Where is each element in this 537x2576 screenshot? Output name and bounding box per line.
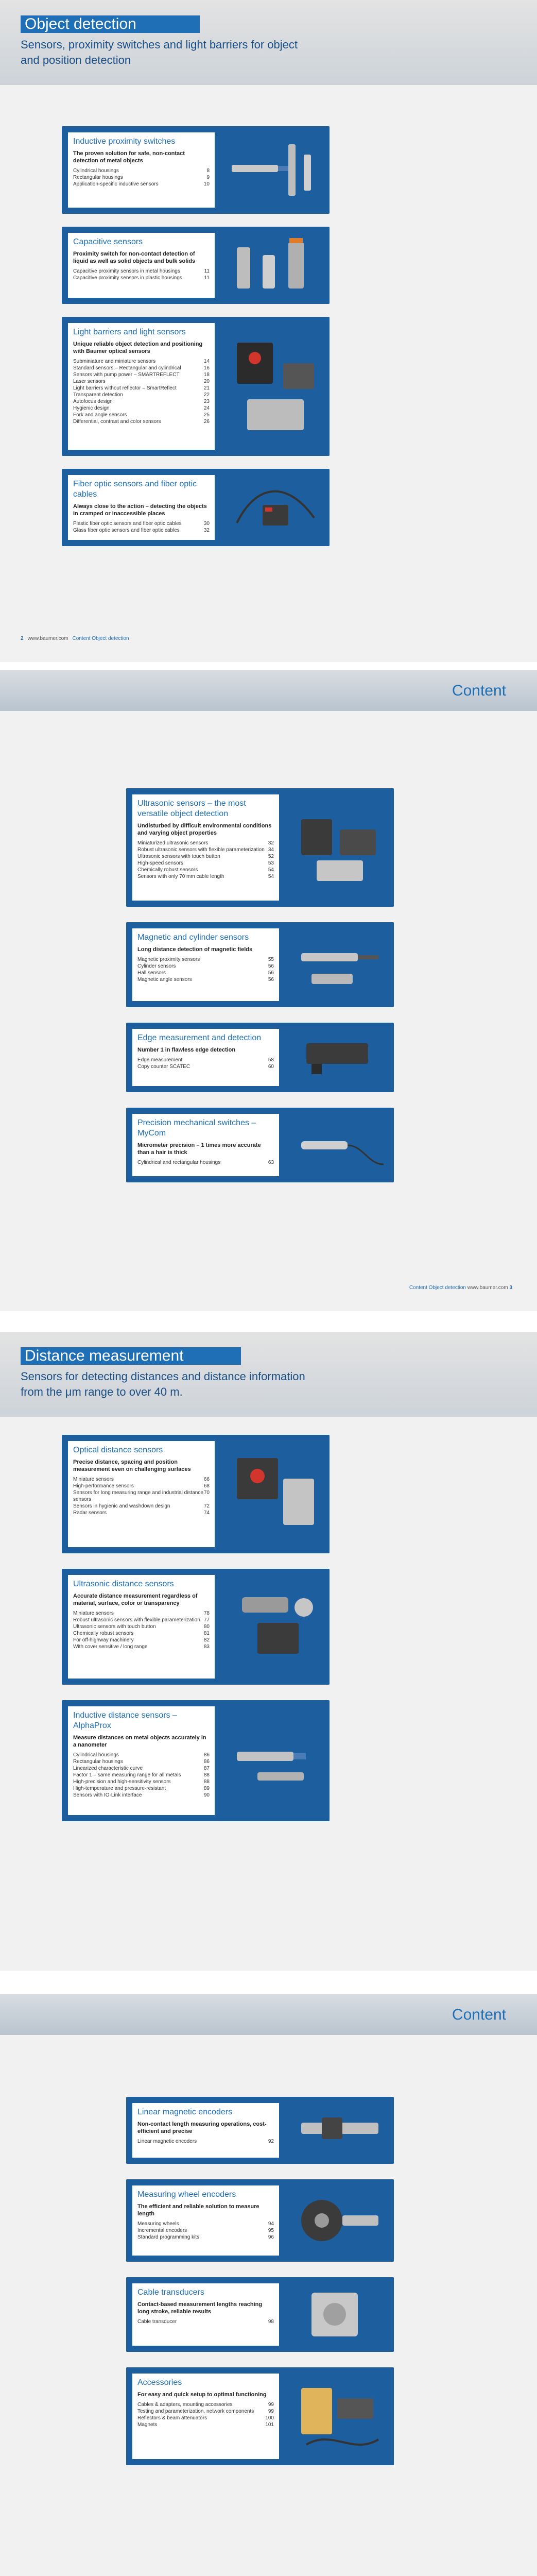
card-edge[interactable] <box>126 1023 394 1092</box>
list-item[interactable]: Miniature sensors 78 <box>73 1611 210 1616</box>
list-item[interactable]: Application-specific inductive sensors 10 <box>73 181 210 187</box>
card-fiber-optic[interactable] <box>62 469 330 546</box>
card-body <box>68 323 215 450</box>
card-title: Fiber optic sensors and fiber optic cables <box>73 480 197 499</box>
card-title: Light barriers and light sensors <box>73 328 186 336</box>
page-title: Content <box>452 2006 506 2023</box>
card-desc: The proven solution for safe, non-contact detection of metal objects <box>73 150 185 164</box>
card-ultrasonic[interactable] <box>126 788 394 907</box>
card-desc: Accurate distance measurement regardless of material, surface, color or transparency <box>73 1593 198 1606</box>
product-image-measuring-wheel <box>291 2190 389 2251</box>
card-title: Measuring wheel encoders <box>137 2190 236 2199</box>
product-image-linear-magnetic <box>291 2107 389 2154</box>
card-magnetic[interactable] <box>126 922 394 1007</box>
card-title: Linear magnetic encoders <box>137 2108 233 2116</box>
card-desc: Undisturbed by difficult environmental conditions and varying object properties <box>137 823 272 836</box>
product-image-ultrasonic-distance <box>227 1582 324 1672</box>
product-image-inductive-distance <box>227 1716 324 1806</box>
product-image-light-barrier <box>227 332 324 440</box>
page-footer <box>405 1285 516 1291</box>
list-item[interactable]: Subminiature and miniature sensors 14 <box>73 359 210 364</box>
card-body <box>68 475 215 540</box>
footer-site[interactable]: www.baumer.com <box>27 636 68 641</box>
page-number: 2 <box>21 636 24 641</box>
card-body <box>132 2283 279 2346</box>
list-item[interactable]: Sensors with IO-Link interface 90 <box>73 1792 210 1798</box>
card-body <box>132 1114 279 1176</box>
page-content-object <box>0 670 537 1311</box>
list-item[interactable]: Light barriers without reflector – SmartReflect 21 <box>73 385 210 391</box>
card-body <box>132 2103 279 2158</box>
list-item[interactable]: Cylindrical and rectangular housings 63 <box>137 1160 274 1165</box>
card-body <box>132 2185 279 2256</box>
card-mechanical[interactable] <box>126 1108 394 1182</box>
card-body <box>132 928 279 1001</box>
card-desc: Always close to the action – detecting the objects in cramped or inaccessible places <box>73 503 207 517</box>
list-item[interactable]: Edge measurement 58 <box>137 1057 274 1063</box>
page-number: 3 <box>509 1285 512 1291</box>
card-title: Precision mechanical switches – MyCom <box>137 1118 256 1138</box>
card-title: Edge measurement and detection <box>137 1033 262 1042</box>
list-item[interactable]: Cylindrical housings 8 <box>73 168 210 174</box>
list-item[interactable]: Cylindrical housings 86 <box>73 1752 210 1758</box>
footer-section-link[interactable]: Content Object detection <box>72 636 129 641</box>
card-desc: The efficient and reliable solution to measure length <box>137 2204 259 2217</box>
card-measuring-wheel[interactable] <box>126 2179 394 2262</box>
card-ultrasonic-distance[interactable] <box>62 1569 330 1685</box>
list-item[interactable]: Ultrasonic sensors with touch button 80 <box>73 1624 210 1630</box>
card-desc: Long distance detection of magnetic fields <box>137 946 253 953</box>
product-image-ultrasonic <box>291 804 389 891</box>
card-desc: Measure distances on metal objects accurately in a nanometer <box>73 1735 206 1748</box>
list-item[interactable]: Capacitive proximity sensors in metal housings 11 <box>73 268 210 274</box>
list-item[interactable]: Rectangular housings 86 <box>73 1759 210 1765</box>
card-body <box>132 1029 279 1086</box>
list-item[interactable]: High-speed sensors 53 <box>137 860 274 866</box>
card-optical-distance[interactable] <box>62 1435 330 1553</box>
product-image-fiber-optic <box>227 477 324 538</box>
list-item[interactable]: Glass fiber optic sensors and fiber optic cables 32 <box>73 528 210 533</box>
card-light-barriers[interactable] <box>62 317 330 456</box>
card-desc: For easy and quick setup to optimal functioning <box>137 2392 267 2398</box>
list-item[interactable]: High-precision and high-sensitivity sensors 88 <box>73 1779 210 1785</box>
list-item[interactable]: Radar sensors 74 <box>73 1510 210 1516</box>
card-body <box>68 233 215 298</box>
product-image-accessories <box>291 2378 389 2455</box>
product-image-inductive <box>227 139 324 201</box>
card-body <box>68 1706 215 1815</box>
list-item[interactable]: Cable transducer 98 <box>137 2319 274 2325</box>
card-accessories[interactable] <box>126 2367 394 2465</box>
card-desc: Precise distance, spacing and position measurement even on challenging surfaces <box>73 1459 191 1472</box>
list-item[interactable]: Transparent detection 22 <box>73 392 210 398</box>
list-item[interactable]: Hygienic design 24 <box>73 405 210 411</box>
list-item[interactable]: Capacitive proximity sensors in plastic housings 11 <box>73 275 210 281</box>
list-item[interactable]: Fork and angle sensors 25 <box>73 412 210 418</box>
list-item[interactable]: Sensors for long measuring range and industrial distance sensors 70 <box>73 1490 210 1502</box>
list-item[interactable]: Robust ultrasonic sensors with flexible parameterization 34 <box>137 847 274 853</box>
product-image-optical-distance <box>227 1448 324 1540</box>
card-body <box>68 132 215 208</box>
card-body <box>132 2374 279 2459</box>
page-title: Content <box>452 682 506 699</box>
list-item[interactable]: Plastic fiber optic sensors and fiber optic cables 30 <box>73 521 210 527</box>
page-title: Distance measurement <box>21 1347 241 1365</box>
card-title: Optical distance sensors <box>73 1446 163 1454</box>
card-linear-magnetic[interactable] <box>126 2097 394 2164</box>
page-subtitle: Sensors for detecting distances and distance information from the μm range to over 40 m. <box>21 1370 305 1398</box>
list-item[interactable]: Cables & adapters, mounting accessories 99 <box>137 2402 274 2408</box>
list-item[interactable]: Copy counter SCATEC 60 <box>137 1064 274 1070</box>
card-inductive-distance[interactable] <box>62 1700 330 1821</box>
card-title: Ultrasonic distance sensors <box>73 1580 174 1588</box>
list-item[interactable]: For off-highway machinery 82 <box>73 1637 210 1643</box>
list-item[interactable]: Testing and parameterization, network components 99 <box>137 2409 274 2414</box>
card-desc: Micrometer precision – 1 times more accurate than a hair is thick <box>137 1142 261 1156</box>
page-subtitle: Sensors, proximity switches and light barriers for object and position detection <box>21 38 298 66</box>
list-item[interactable]: Chemically robust sensors 54 <box>137 867 274 873</box>
list-item[interactable]: Magnetic proximity sensors 55 <box>137 957 274 962</box>
card-desc: Non-contact length measuring operations, cost-efficient and precise <box>137 2121 267 2134</box>
card-title: Inductive distance sensors – AlphaProx <box>73 1711 177 1730</box>
card-desc: Number 1 in flawless edge detection <box>137 1047 236 1053</box>
list-item[interactable]: Sensors with pump power – SMARTREFLECT 18 <box>73 372 210 378</box>
footer-site[interactable]: www.baumer.com <box>467 1285 508 1291</box>
card-title: Accessories <box>137 2378 182 2387</box>
list-item[interactable]: Magnets 101 <box>137 2422 274 2428</box>
card-title: Capacitive sensors <box>73 238 143 246</box>
product-image-magnetic <box>291 933 389 997</box>
card-desc: Unique reliable object detection and positioning with Baumer optical sensors <box>73 341 203 354</box>
card-desc: Proximity switch for non-contact detection of liquid as well as solid objects and bulk solids <box>73 251 196 264</box>
product-image-cable-transducer <box>291 2285 389 2344</box>
list-item[interactable]: Standard sensors – Rectangular and cylindrical 16 <box>73 365 210 371</box>
list-item[interactable]: Reflectors & beam attenuators 100 <box>137 2415 274 2421</box>
list-item[interactable]: Laser sensors 20 <box>73 379 210 384</box>
list-item[interactable]: High-temperature and pressure-resistant 89 <box>73 1786 210 1791</box>
list-item[interactable]: Linearized characteristic curve 87 <box>73 1766 210 1771</box>
card-inductive[interactable] <box>62 126 330 214</box>
list-item[interactable]: Autofocus design 23 <box>73 399 210 404</box>
list-item[interactable]: Miniaturized ultrasonic sensors 32 <box>137 840 274 846</box>
page-title: Object detection <box>21 15 200 33</box>
list-item[interactable]: Measuring wheels 94 <box>137 2221 274 2227</box>
list-item[interactable]: Linear magnetic encoders 92 <box>137 2139 274 2144</box>
list-item[interactable]: Differential, contrast and color sensors 26 <box>73 419 210 425</box>
product-image-mechanical <box>291 1118 389 1172</box>
list-item[interactable]: Sensors in hygienic and washdown design 72 <box>73 1503 210 1509</box>
list-item[interactable]: Sensors with only 70 mm cable length 54 <box>137 874 274 879</box>
card-desc: Contact-based measurement lengths reaching long stroke, reliable results <box>137 2301 263 2315</box>
card-title: Magnetic and cylinder sensors <box>137 933 249 942</box>
list-item[interactable]: Standard programming kits 96 <box>137 2234 274 2240</box>
list-item[interactable]: Factor 1 – same measuring range for all metals 88 <box>73 1772 210 1778</box>
card-title: Ultrasonic sensors – the most versatile object detection <box>137 799 246 818</box>
list-item[interactable]: Ultrasonic sensors with touch button 52 <box>137 854 274 859</box>
list-item[interactable]: Cylinder sensors 56 <box>137 963 274 969</box>
card-title: Inductive proximity switches <box>73 137 176 146</box>
list-item[interactable]: High-performance sensors 68 <box>73 1483 210 1489</box>
product-image-capacitive <box>232 237 324 294</box>
list-item[interactable]: Rectangular housings 9 <box>73 175 210 180</box>
list-item[interactable]: With cover sensitive / long range 83 <box>73 1644 210 1650</box>
card-body <box>132 794 279 901</box>
footer-section-link[interactable]: Content Object detection <box>409 1285 466 1291</box>
card-body <box>68 1575 215 1679</box>
page-object-detection <box>0 0 537 662</box>
page-footer <box>21 636 129 641</box>
list-item[interactable]: Robust ultrasonic sensors with flexible parameterization 77 <box>73 1617 210 1623</box>
card-title: Cable transducers <box>137 2288 204 2297</box>
list-item[interactable]: Magnetic angle sensors 56 <box>137 977 274 982</box>
card-cable-transducer[interactable] <box>126 2277 394 2352</box>
list-item[interactable]: Chemically robust sensors 81 <box>73 1631 210 1636</box>
list-item[interactable]: Hall sensors 56 <box>137 970 274 976</box>
list-item[interactable]: Miniature sensors 66 <box>73 1477 210 1482</box>
card-capacitive[interactable] <box>62 227 330 304</box>
list-item[interactable]: Incremental encoders 95 <box>137 2228 274 2233</box>
product-image-edge <box>291 1033 389 1082</box>
card-body <box>68 1441 215 1547</box>
page-distance <box>0 1332 537 1971</box>
page-content-distance <box>0 1994 537 2576</box>
